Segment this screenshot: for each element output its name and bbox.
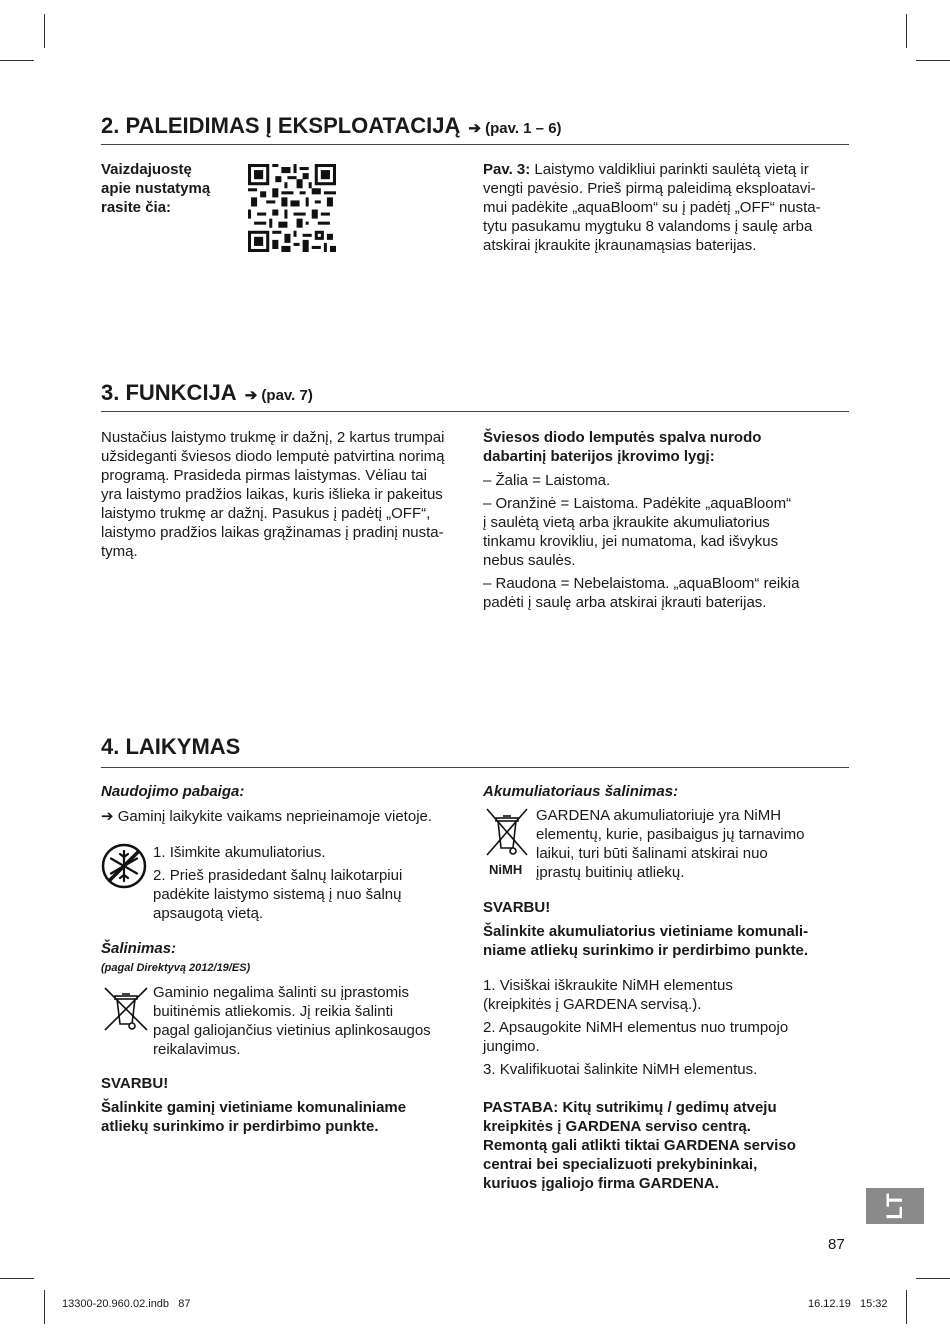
qr-code[interactable] bbox=[248, 164, 336, 252]
led-item-green: – Žalia = Laistoma. bbox=[483, 472, 611, 489]
crop-mark bbox=[0, 60, 34, 61]
page-number: 87 bbox=[828, 1236, 845, 1253]
important-left-text: Šalinkite gaminį vietiniame komunaliniame atliekų surinkimo ir perdirbimo punkte. bbox=[101, 1099, 407, 1135]
crossed-bin-icon bbox=[484, 806, 530, 858]
nimh-label: NiMH bbox=[489, 862, 523, 877]
led-item-red: – Raudona = Nebelaistoma. „aquaBloom“ reikia padėti į saulę arba atskirai įkrauti baterijas. bbox=[483, 575, 800, 611]
end-of-use-note: ➔ Gaminį laikykite vaikams neprieinamoje vietoje. bbox=[101, 808, 433, 825]
crop-mark bbox=[44, 14, 45, 48]
list-item: 2. Apsaugokite NiMH elementus nuo trumpojo jungimo. bbox=[483, 1019, 789, 1055]
function-paragraph: Nustačius laistymo trukmę ir dažnį, 2 kartus trumpai užsideganti šviesos diodo lemputė patvirtina norimą programą. Prasideda pirmas laistymas. Vėliau tai yra laistymo pradžios laikas, kuris išlieka ir pakeitus laistymo trukmę ar dažnį. Pasukus į padėtį „OFF“, laistymo pradžios laikas grąžinamas į pradinį nusta- tymą. bbox=[101, 429, 445, 560]
led-status-list: Šviesos diodo lemputės spalva nurodo dabartinį baterijos įkrovimo lygį: – Žalia = Laistoma. – Oranžinė = Laistoma. Padėkite „aquaBloom“ į saulėtą vietą arba įkraukite akumuliatorius tinkamu krovikliu, jei numatoma, kad išvykus nebus saulės. – Raudona = Nebelaistoma. „aquaBloom“ reikia padėti į saulę arba atskirai įkrauti baterijas. bbox=[483, 428, 853, 616]
storage-steps bbox=[153, 843, 453, 927]
service-note: PASTABA: Kitų sutrikimų / gedimų atveju kreipkitės į GARDENA serviso centrą. Remontą gali atlikti tiktai GARDENA serviso centrai bei specializuoti prekybininkai, kuriuos įgaliojo firma GARDENA. bbox=[483, 1099, 796, 1192]
section-divider bbox=[101, 767, 849, 768]
disposal-directive: (pagal Direktyvą 2012/19/ES) bbox=[101, 962, 251, 974]
led-item-orange: – Oranžinė = Laistoma. Padėkite „aquaBloom“ į saulėtą vietą arba įkraukite akumuliatorius tinkamu krovikliu, jei numatoma, kad išvykus nebus saulės. bbox=[483, 495, 792, 569]
section-4-title: 4. LAIKYMAS bbox=[101, 734, 241, 759]
no-frost-icon bbox=[100, 842, 148, 890]
section-2-title: 2. PALEIDIMAS Į EKSPLOATACIJĄ ➔ (pav. 1 – 6) bbox=[101, 113, 562, 138]
crop-mark bbox=[906, 1290, 907, 1324]
important-right-text: Šalinkite akumuliatorius vietiniame komunali- niame atliekų surinkimo ir perdirbimo punkte. bbox=[483, 923, 809, 959]
crop-mark bbox=[0, 1278, 34, 1279]
list-item: 1. Išimkite akumuliatorius. bbox=[153, 844, 326, 861]
disposal-paragraph: Gaminio negalima šalinti su įprastomis buitinėmis atliekomis. Jį reikia šalinti pagal galiojančius vietinius aplinkosaugos reikalavimus. bbox=[153, 984, 431, 1058]
video-label: Vaizdajuostę apie nustatymą rasite čia: bbox=[101, 161, 211, 216]
list-item: 2. Prieš prasidedant šalnų laikotarpiui padėkite laistymo sistemą į nuo šalnų apsaugotą vietą. bbox=[153, 867, 403, 922]
important-left-label: SVARBU! bbox=[101, 1075, 169, 1092]
section-divider bbox=[101, 411, 849, 412]
crop-mark bbox=[916, 60, 950, 61]
list-item: 1. Visiškai iškraukite NiMH elementus (kreipkitės į GARDENA servisą.). bbox=[483, 977, 733, 1013]
crop-mark bbox=[44, 1290, 45, 1324]
important-right-label: SVARBU! bbox=[483, 899, 551, 916]
footer-file: 13300-20.960.02.indb 87 bbox=[62, 1298, 191, 1310]
crossed-bin-icon bbox=[101, 984, 151, 1034]
battery-disposal-paragraph: GARDENA akumuliatoriuje yra NiMH elementų, kurie, pasibaigus jų tarnavimo laikui, turi būti šalinami atskirai nuo įprastų buitinių atliekų. bbox=[536, 807, 805, 881]
crop-mark bbox=[906, 14, 907, 48]
end-of-use-heading: Naudojimo pabaiga: bbox=[101, 783, 245, 800]
section-divider bbox=[101, 144, 849, 145]
battery-steps bbox=[483, 976, 853, 1083]
list-item: 3. Kvalifikuotai šalinkite NiMH elementus. bbox=[483, 1061, 758, 1078]
footer-date: 16.12.19 15:32 bbox=[808, 1298, 888, 1310]
disposal-heading: Šalinimas: bbox=[101, 940, 177, 957]
pav3-paragraph: Pav. 3: Laistymo valdikliui parinkti saulėtą vietą ir vengti pavėsio. Prieš pirmą paleidimą eksploatavi- mui padėkite „aquaBloom“ su į padėtį „OFF“ nusta- tytu pasukamu mygtuku 8 valandoms į saulę arba atskirai įkraukite įkraunamąsias baterijas. bbox=[483, 161, 821, 254]
section-3-title: 3. FUNKCIJA ➔ (pav. 7) bbox=[101, 380, 313, 405]
crop-mark bbox=[916, 1278, 950, 1279]
battery-disposal-heading: Akumuliatoriaus šalinimas: bbox=[483, 783, 679, 800]
language-tab: LT bbox=[866, 1188, 924, 1224]
